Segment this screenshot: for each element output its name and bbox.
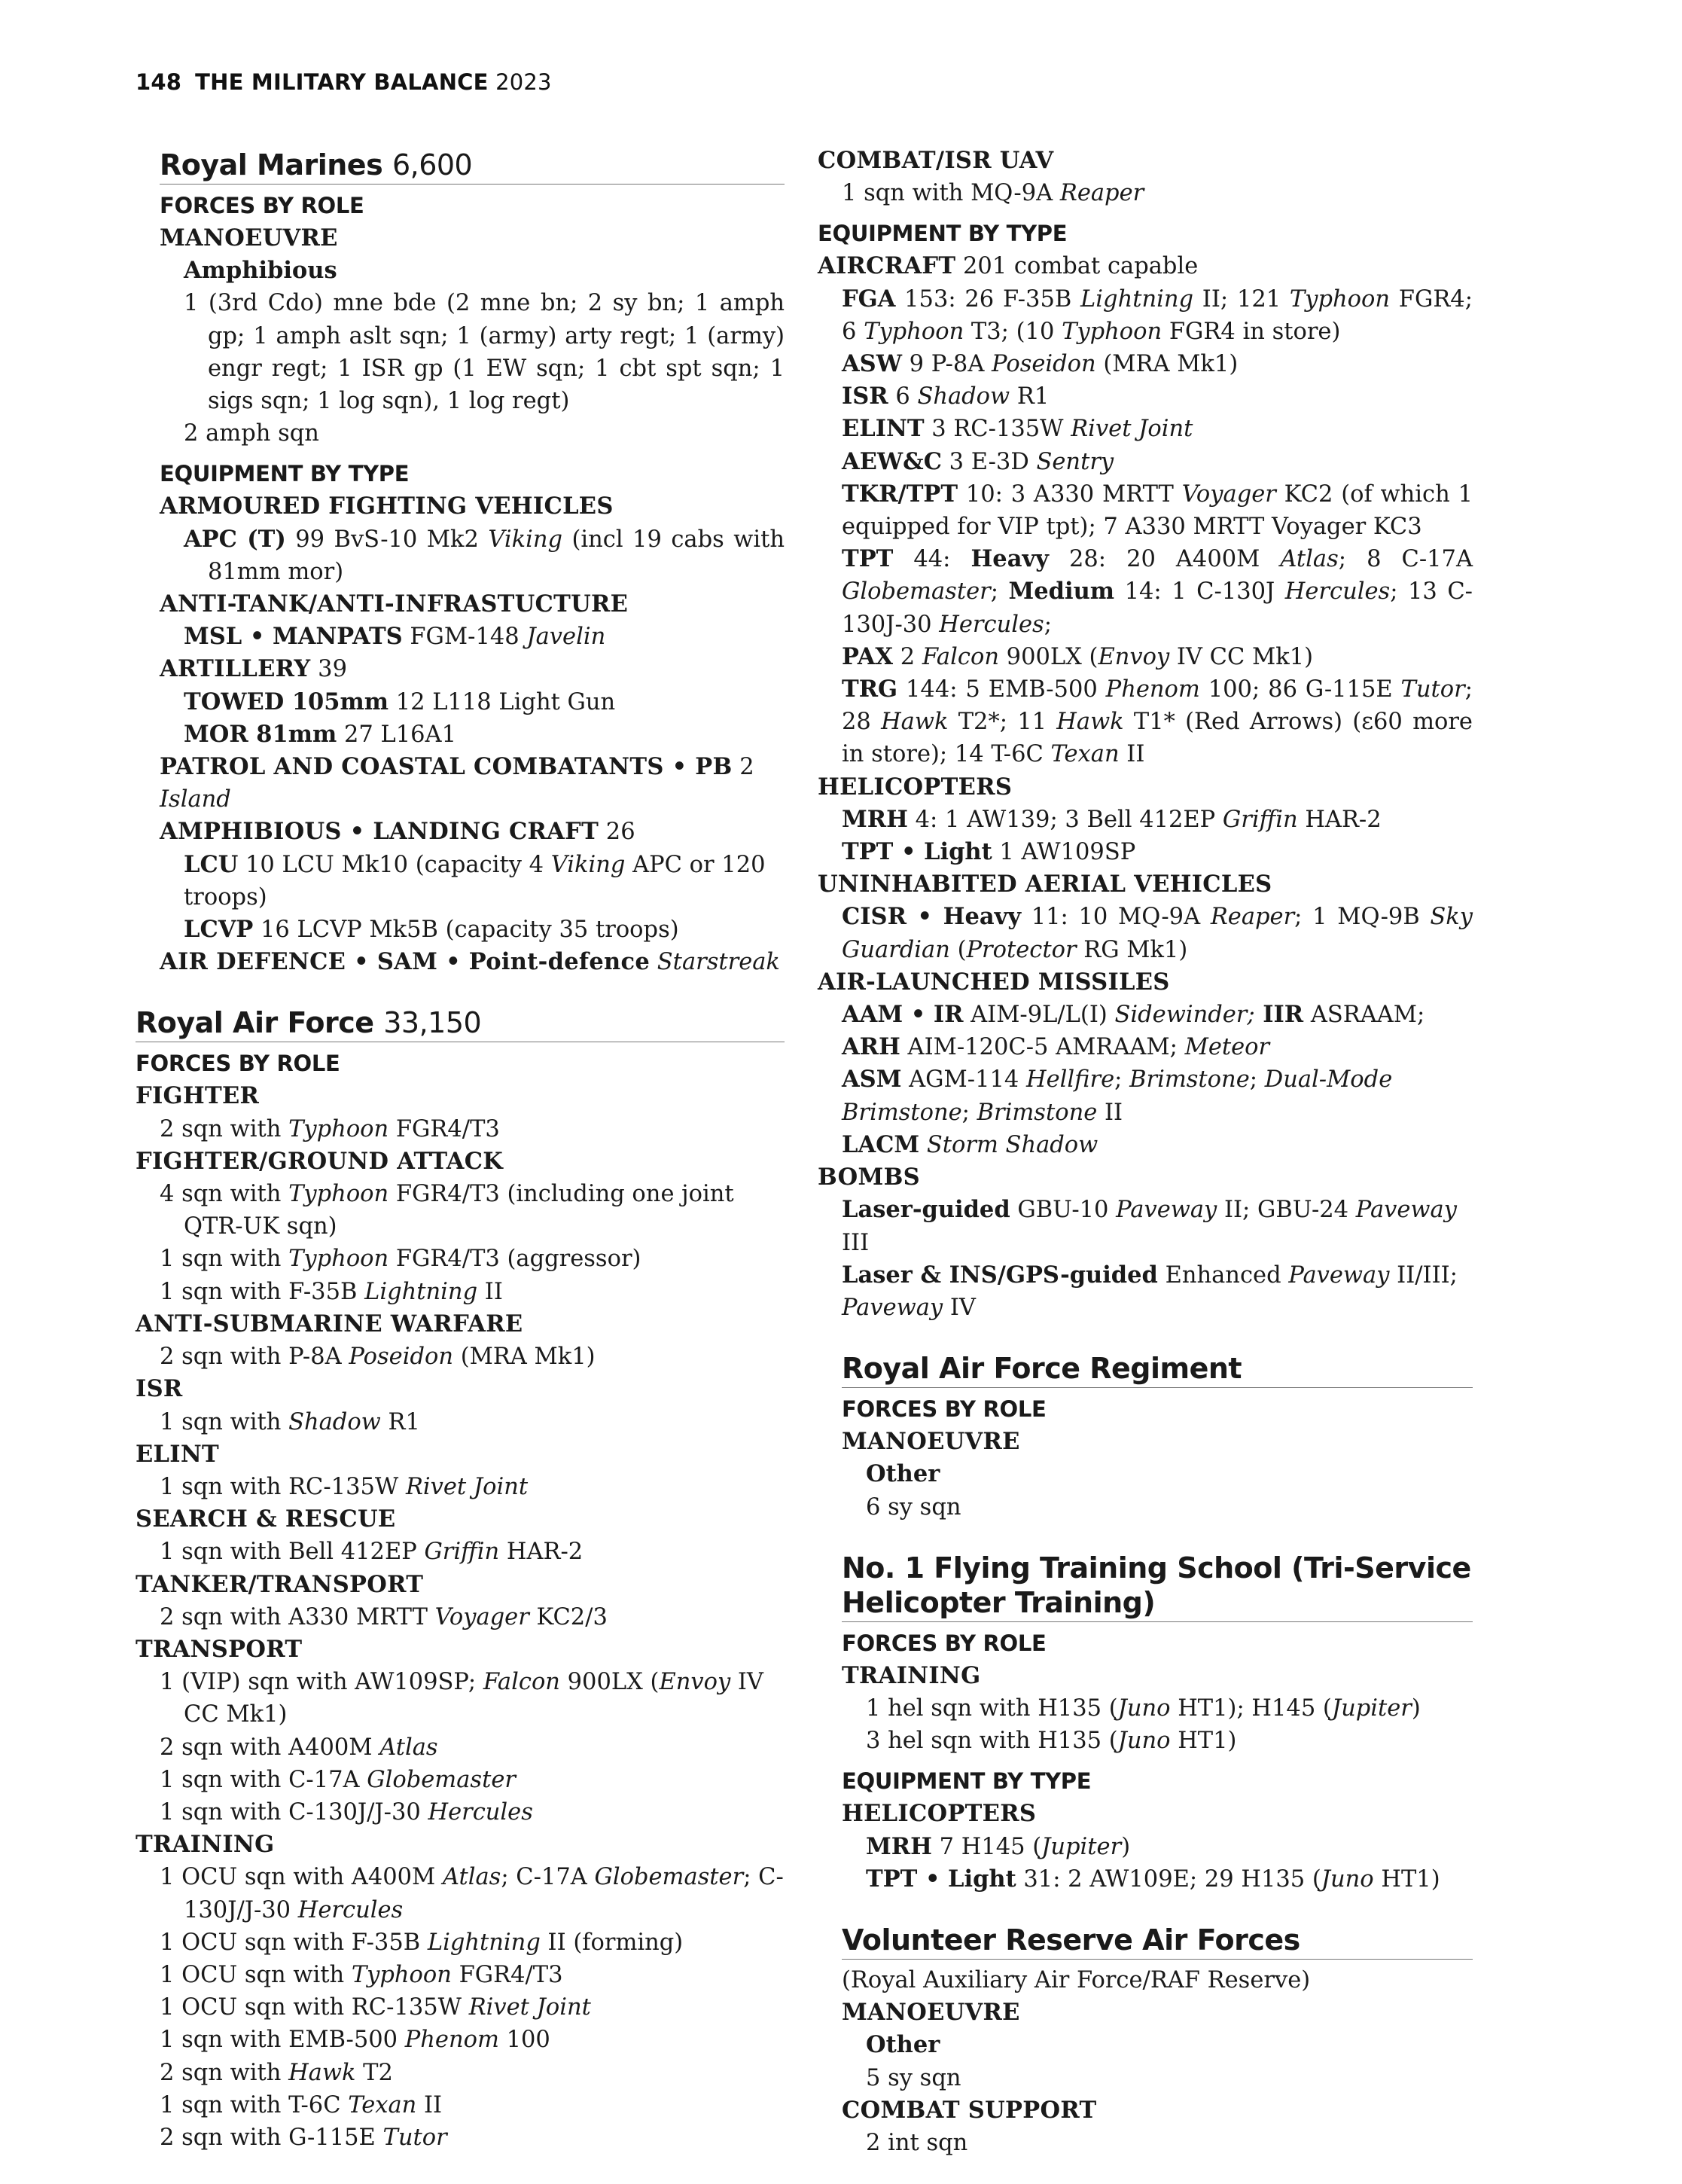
category-manoeuvre: MANOEUVRE <box>842 1428 1020 1456</box>
category-fga: FIGHTER/GROUND ATTACK <box>136 1147 504 1175</box>
unit-entry: 1 (3rd Cdo) mne bde (2 mne bn; 2 sy bn; 1 amph gp; 1 amph aslt sqn; 1 (army) arty regt; 1 (army) engr regt; 1 ISR gp (1 EW sqn; 1 cbt spt sqn; 1 sigs sqn; 1 log sqn), 1 log regt) <box>184 290 785 415</box>
unit-entry: 1 sqn with T-6C Texan II <box>160 2091 443 2118</box>
equipment-entry: MRH 7 H145 (Jupiter) <box>866 1832 1131 1860</box>
unit-entry: 1 sqn with MQ-9A Reaper <box>842 180 1144 207</box>
equipment-entry: CISR • Heavy 11: 10 MQ-9A Reaper; 1 MQ-9B Sky Guardian (Protector RG Mk1) <box>842 903 1473 963</box>
equipment-entry: MOR 81mm 27 L16A1 <box>184 720 456 748</box>
unit-entry: 2 amph sqn <box>184 420 319 447</box>
section-subtitle: (Royal Auxiliary Air Force/RAF Reserve) <box>842 1966 1311 1993</box>
unit-entry: 1 OCU sqn with RC-135W Rivet Joint <box>160 1994 591 2021</box>
category-training: TRAINING <box>842 1661 981 1689</box>
unit-entry: 5 sy sqn <box>866 2064 961 2091</box>
forces-by-role-heading: FORCES BY ROLE <box>136 1051 340 1077</box>
subcategory-other: Other <box>866 2031 940 2059</box>
unit-entry: 1 sqn with Shadow R1 <box>160 1408 420 1435</box>
category-bombs: BOMBS <box>818 1164 920 1191</box>
category-helicopters: HELICOPTERS <box>818 773 1013 801</box>
subcategory-amphibious: Amphibious <box>184 257 337 285</box>
unit-entry: 2 sqn with P-8A Poseidon (MRA Mk1) <box>160 1344 596 1371</box>
category-patrol: PATROL AND COASTAL COMBATANTS • PB 2 Island <box>160 753 754 813</box>
equipment-entry: TPT • Light 1 AW109SP <box>842 838 1136 866</box>
equipment-entry: ISR 6 Shadow R1 <box>842 383 1050 410</box>
unit-entry: 2 sqn with G-115E Tutor <box>160 2124 447 2151</box>
unit-entry: 2 sqn with A330 MRTT Voyager KC2/3 <box>160 1603 608 1630</box>
unit-entry: 1 sqn with F-35B Lightning II <box>160 1278 503 1305</box>
unit-entry: 2 int sqn <box>866 2129 968 2156</box>
equipment-entry: LACM Storm Shadow <box>842 1130 1098 1158</box>
category-artillery: ARTILLERY 39 <box>160 655 347 683</box>
equipment-entry: TOWED 105mm 12 L118 Light Gun <box>184 688 616 715</box>
royal-air-force-section <box>136 1005 785 2154</box>
unit-entry: 2 sqn with Hawk T2 <box>160 2059 393 2086</box>
unit-entry: 3 hel sqn with H135 (Juno HT1) <box>866 1728 1237 1755</box>
equipment-entry: APC (T) 99 BvS-10 Mk2 Viking (incl 19 cabs with 81mm mor) <box>184 525 785 585</box>
unit-entry: 1 (VIP) sqn with AW109SP; Falcon 900LX (Envoy IV CC Mk1) <box>160 1669 763 1728</box>
equipment-entry: PAX 2 Falcon 900LX (Envoy IV CC Mk1) <box>842 642 1314 670</box>
equipment-entry: ELINT 3 RC-135W Rivet Joint <box>842 415 1193 443</box>
equipment-entry: FGA 153: 26 F-35B Lightning II; 121 Typhoon FGR4; 6 Typhoon T3; (10 Typhoon FGR4 in store) <box>842 285 1473 345</box>
forces-by-role-heading: FORCES BY ROLE <box>842 1396 1047 1423</box>
unit-entry: 1 sqn with Bell 412EP Griffin HAR-2 <box>160 1539 584 1566</box>
equipment-entry: Laser-guided GBU-10 Paveway II; GBU-24 Paveway III <box>842 1196 1457 1256</box>
equipment-by-type-heading: EQUIPMENT BY TYPE <box>842 1768 1092 1795</box>
equipment-by-type-heading: EQUIPMENT BY TYPE <box>818 221 1068 247</box>
category-asw: ANTI-SUBMARINE WARFARE <box>136 1310 523 1338</box>
unit-entry: 1 OCU sqn with Typhoon FGR4/T3 <box>160 1961 563 1988</box>
category-uav: UNINHABITED AERIAL VEHICLES <box>818 871 1272 898</box>
publication-year: 2023 <box>495 69 552 95</box>
unit-entry: 1 sqn with C-17A Globemaster <box>160 1766 516 1793</box>
raf-continued <box>818 145 1473 1324</box>
raf-regiment-section <box>818 1351 1473 1524</box>
equipment-entry: ASM AGM-114 Hellfire; Brimstone; Dual-Mode Brimstone; Brimstone II <box>842 1066 1393 1126</box>
right-column <box>818 145 1473 2159</box>
category-search-rescue: SEARCH & RESCUE <box>136 1505 396 1533</box>
fts-section <box>818 1551 1473 1896</box>
category-afv: ARMOURED FIGHTING VEHICLES <box>160 493 614 520</box>
category-isr: ISR <box>136 1375 183 1403</box>
section-heading-royal-air-force: Royal Air Force 33,150 <box>136 1005 785 1042</box>
page-number: 148 <box>136 69 182 95</box>
equipment-entry: AEW&C 3 E-3D Sentry <box>842 447 1114 475</box>
vraf-section <box>818 1923 1473 2159</box>
equipment-entry: TPT • Light 31: 2 AW109E; 29 H135 (Juno HT1) <box>866 1865 1440 1893</box>
category-amphibious-craft: AMPHIBIOUS • LANDING CRAFT 26 <box>160 818 635 846</box>
category-elint: ELINT <box>136 1440 220 1468</box>
running-head <box>136 69 552 95</box>
equipment-entry: Laser & INS/GPS-guided Enhanced Paveway II/III; Paveway IV <box>842 1261 1458 1321</box>
unit-entry: 1 sqn with C-130J/J-30 Hercules <box>160 1798 533 1826</box>
equipment-entry: ASW 9 P-8A Poseidon (MRA Mk1) <box>842 350 1239 378</box>
unit-entry: 4 sqn with Typhoon FGR4/T3 (including one joint QTR-UK sqn) <box>160 1181 734 1240</box>
unit-entry: 2 sqn with A400M Atlas <box>160 1734 438 1761</box>
royal-marines-section <box>136 148 785 978</box>
left-column <box>136 148 785 2154</box>
section-heading-vraf: Volunteer Reserve Air Forces <box>842 1923 1473 1960</box>
category-transport: TRANSPORT <box>136 1635 303 1663</box>
equipment-entry: AAM • IR AIM-9L/L(I) Sidewinder; IIR ASRAAM; ARH AIM-120C-5 AMRAAM; Meteor <box>842 1001 1425 1061</box>
equipment-entry: MRH 4: 1 AW139; 3 Bell 412EP Griffin HAR-2 <box>842 805 1382 833</box>
forces-by-role-heading: FORCES BY ROLE <box>842 1630 1047 1656</box>
category-anti-tank: ANTI-TANK/ANTI-INFRASTUCTURE <box>160 590 629 618</box>
publication-title: THE MILITARY BALANCE <box>195 69 489 95</box>
category-aircraft: AIRCRAFT 201 combat capable <box>818 252 1199 280</box>
unit-entry: 1 hel sqn with H135 (Juno HT1); H145 (Jupiter) <box>866 1694 1421 1722</box>
category-air-launched-missiles: AIR-LAUNCHED MISSILES <box>818 968 1170 996</box>
equipment-by-type-heading: EQUIPMENT BY TYPE <box>160 461 410 487</box>
category-tanker-transport: TANKER/TRANSPORT <box>136 1570 424 1598</box>
category-training: TRAINING <box>136 1831 275 1859</box>
unit-entry: 1 OCU sqn with A400M Atlas; C-17A Globemaster; C-130J/J-30 Hercules <box>160 1864 784 1923</box>
unit-entry: 1 sqn with RC-135W Rivet Joint <box>160 1473 529 1500</box>
category-helicopters: HELICOPTERS <box>842 1800 1037 1828</box>
category-manoeuvre: MANOEUVRE <box>842 1999 1020 2027</box>
category-manoeuvre: MANOEUVRE <box>160 224 338 252</box>
equipment-entry: LCU 10 LCU Mk10 (capacity 4 Viking APC or 120 troops) <box>184 850 766 911</box>
category-fighter: FIGHTER <box>136 1082 260 1110</box>
subcategory-other: Other <box>866 1460 940 1488</box>
category-air-defence: AIR DEFENCE • SAM • Point-defence Starstreak <box>160 948 780 976</box>
unit-entry: 1 OCU sqn with F-35B Lightning II (forming) <box>160 1929 684 1956</box>
section-heading-royal-marines: Royal Marines 6,600 <box>160 148 785 185</box>
forces-by-role-heading: FORCES BY ROLE <box>160 193 364 218</box>
section-heading-raf-regiment: Royal Air Force Regiment <box>842 1351 1473 1388</box>
equipment-entry: MSL • MANPATS FGM-148 Javelin <box>184 623 606 651</box>
category-combat-support: COMBAT SUPPORT <box>842 2096 1097 2124</box>
unit-entry: 1 sqn with EMB-500 Phenom 100 <box>160 2027 550 2054</box>
equipment-entry: TPT 44: Heavy 28: 20 A400M Atlas; 8 C-17A Globemaster; Medium 14: 1 C-130J Hercules; 13 C-130J-30 Hercules; <box>842 545 1473 638</box>
unit-entry: 2 sqn with Typhoon FGR4/T3 <box>160 1115 500 1142</box>
equipment-entry: LCVP 16 LCVP Mk5B (capacity 35 troops) <box>184 916 679 944</box>
equipment-entry: TRG 144: 5 EMB-500 Phenom 100; 86 G-115E Tutor; 28 Hawk T2*; 11 Hawk T1* (Red Arrows) (ε60 more in store); 14 T-6C Texan II <box>842 676 1473 768</box>
section-heading-fts: No. 1 Flying Training School (Tri-Service Helicopter Training) <box>842 1551 1473 1622</box>
category-combat-isr-uav: COMBAT/ISR UAV <box>818 147 1054 174</box>
unit-entry: 1 sqn with Typhoon FGR4/T3 (aggressor) <box>160 1246 641 1273</box>
equipment-entry: TKR/TPT 10: 3 A330 MRTT Voyager KC2 (of which 1 equipped for VIP tpt); 7 A330 MRTT Voyager KC3 <box>842 480 1473 541</box>
unit-entry: 6 sy sqn <box>866 1493 961 1521</box>
